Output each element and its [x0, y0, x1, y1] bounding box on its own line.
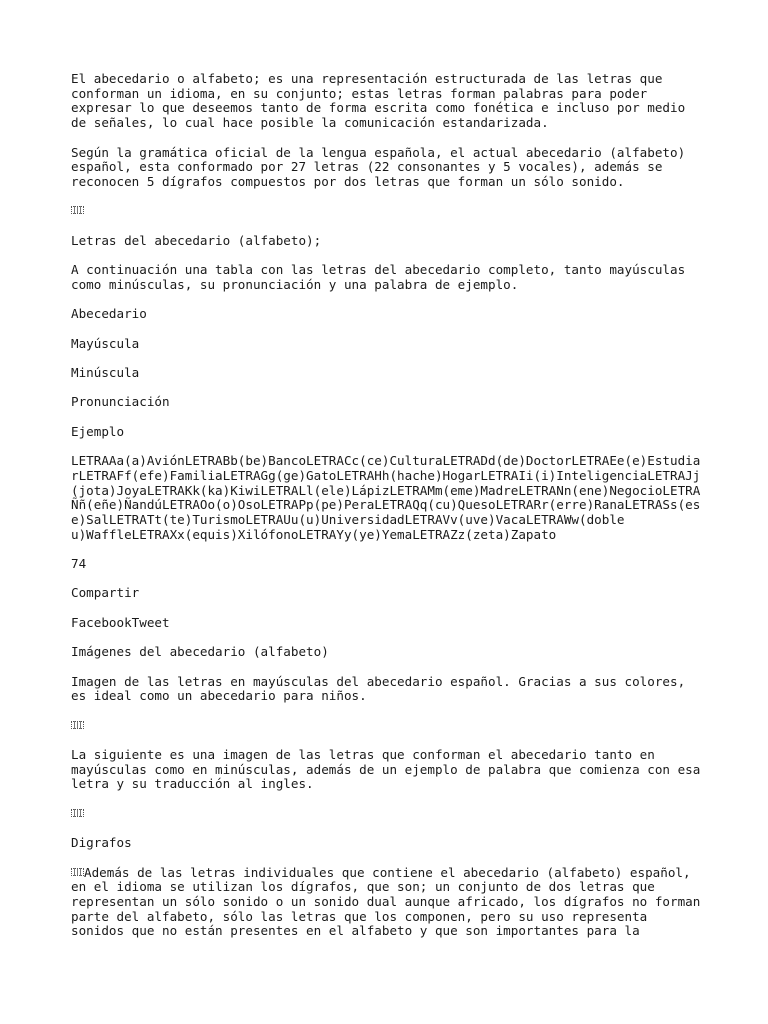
letters-table-content: LETRAAa(a)AviónLETRABb(be)BancoLETRACc(ce)CulturaLETRADd(de)DoctorLETRAEe(e)Estudia rLETRAFf(efe)FamiliaLETRAGg(ge)GatoLETRAHh(hache)HogarLETRAIi(i)InteligenciaLETRAJj (jota)JoyaLETRAKk(ka)KiwiLETRALl(ele)LápizLETRAMm(eme)MadreLETRANn(ene)NegocioLETRA Ññ(eñe)ÑandúLETRAOo(o)OsoLETRAPp(pe)PeraLETRAQq(cu)QuesoLETRARr(erre)RanaLETRASs(es e)SalLETRATt(te)TurismoLETRAUu(u)UniversidadLETRAVv(uve)VacaLETRAWw(doble u)WaffleLETRAXx(equis)XilófonoLETRAYy(ye)YemaLETRAZz(zeta)Zapato [71, 453, 701, 542]
image-placeholder-2 [71, 719, 711, 734]
document-page [71, 72, 711, 954]
section-heading-images: Imágenes del abecedario (alfabeto) [71, 644, 329, 660]
table-header-ejemplo: Ejemplo [71, 423, 125, 439]
image-caption-uppercase: Imagen de las letras en mayúsculas del abecedario español. Gracias a sus colores, es ideal como un abecedario para niños. [71, 673, 686, 704]
object-replacement-icon [71, 721, 84, 729]
table-header-mayuscula: Mayúscula [71, 335, 140, 351]
image-caption-mixed-case: La siguiente es una imagen de las letras que conforman el abecedario tanto en mayúsculas como en minúsculas, además de un ejemplo de palabra que comienza con esa letra y su traducción al ingles. [71, 747, 701, 792]
image-placeholder-1 [71, 204, 711, 219]
section-heading-letters: Letras del abecedario (alfabeto); [71, 232, 322, 248]
social-share-links[interactable]: FacebookTweet [71, 614, 170, 630]
image-placeholder-3 [71, 807, 711, 822]
intro-paragraph: El abecedario o alfabeto; es una representación estructurada de las letras que conforman un idioma, en su conjunto; estas letras forman palabras para poder expresar lo que deseemos tanto de forma escrita como fonética e incluso por medio de señales, lo cual hace posible la comunicación estandarizada. [71, 71, 686, 131]
table-header-minuscula: Minúscula [71, 364, 140, 380]
section-heading-digrafos: Digrafos [71, 835, 132, 851]
digraphs-paragraph: Además de las letras individuales que contiene el abecedario (alfabeto) español, en el idioma se utilizan los dígrafos, que son; un conjunto de dos letras que representan un sólo sonido o un sonido dual aunque africado, los dígrafos no forman parte del alfabeto, sólo las letras que los componen, pero su uso representa sonidos que no están presentes en el alfabeto y que son importantes para la [71, 864, 701, 939]
object-replacement-icon [71, 868, 84, 876]
table-header-pronunciacion: Pronunciación [71, 394, 170, 410]
object-replacement-icon [71, 206, 84, 214]
table-header-abecedario: Abecedario [71, 306, 147, 322]
digraphs-paragraph-block [71, 866, 711, 940]
table-intro-paragraph: A continuación una tabla con las letras del abecedario completo, tanto mayúsculas como minúsculas, su pronunciación y una palabra de ejemplo. [71, 262, 686, 292]
share-label[interactable]: Compartir [71, 585, 140, 601]
grammar-paragraph: Según la gramática oficial de la lengua española, el actual abecedario (alfabeto) español, esta conformado por 27 letras (22 consonantes y 5 vocales), además se reconocen 5 dígrafos compuestos por dos letras que forman un sólo sonido. [71, 144, 686, 189]
share-count: 74 [71, 556, 87, 572]
object-replacement-icon [71, 809, 84, 817]
